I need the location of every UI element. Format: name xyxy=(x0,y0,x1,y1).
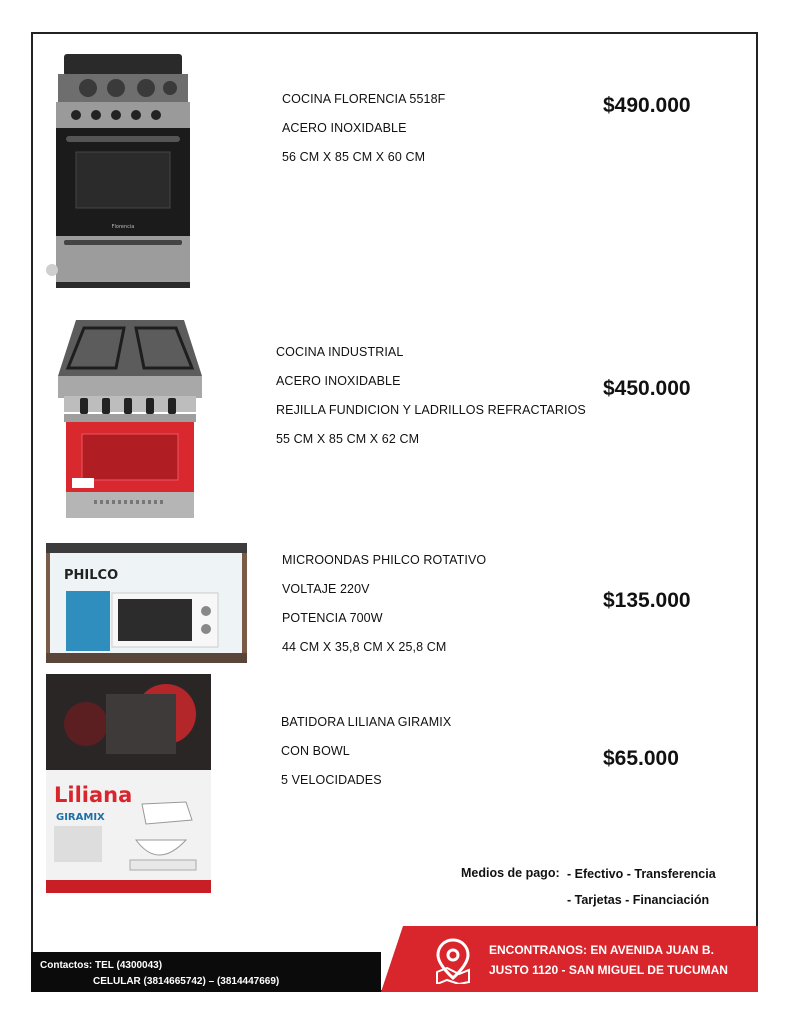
product-2-name: COCINA INDUSTRIAL xyxy=(276,345,404,359)
product-3-price: $135.000 xyxy=(603,589,691,612)
gas-stove-icon xyxy=(46,48,198,296)
product-4-price: $65.000 xyxy=(603,747,679,770)
product-1-name: COCINA FLORENCIA 5518F xyxy=(282,92,446,106)
mixer-model-label: GIRAMIX xyxy=(56,812,105,823)
address-line-1: ENCONTRANOS: EN AVENIDA JUAN B. xyxy=(489,943,714,957)
contacts-phone: Contactos: TEL (4300043) xyxy=(40,960,163,971)
product-2-price: $450.000 xyxy=(603,377,691,400)
product-3-voltage: VOLTAJE 220V xyxy=(282,582,370,596)
product-2-dimensions: 55 CM X 85 CM X 62 CM xyxy=(276,432,420,446)
product-1-material: ACERO INOXIDABLE xyxy=(282,121,407,135)
product-2-material: ACERO INOXIDABLE xyxy=(276,374,401,388)
product-3-name: MICROONDAS PHILCO ROTATIVO xyxy=(282,553,487,567)
product-1-dimensions: 56 CM X 85 CM X 60 CM xyxy=(282,150,426,164)
mixer-box-icon xyxy=(46,674,211,893)
product-4-name: BATIDORA LILIANA GIRAMIX xyxy=(281,715,452,729)
product-1-specs xyxy=(282,85,445,172)
product-4-speeds: 5 VELOCIDADES xyxy=(281,773,382,787)
product-3-power: POTENCIA 700W xyxy=(282,611,383,625)
product-4-bowl: CON BOWL xyxy=(281,744,350,758)
map-pin-icon xyxy=(433,938,473,984)
product-4-specs xyxy=(281,708,451,795)
footer-contacts xyxy=(31,952,381,992)
product-1-price: $490.000 xyxy=(603,94,691,117)
footer-address xyxy=(381,926,758,992)
microwave-box-icon xyxy=(46,543,247,663)
address-line-2: JUSTO 1120 - SAN MIGUEL DE TUCUMAN xyxy=(489,963,728,977)
industrial-stove-icon xyxy=(54,318,206,522)
address-text xyxy=(489,940,728,980)
stove-brand-label: Florencia xyxy=(111,224,135,230)
payment-line-1: - Efectivo - Transferencia xyxy=(567,867,716,881)
mixer-brand-label: Liliana xyxy=(54,783,133,807)
contacts-mobile: CELULAR (3814665742) – (3814447669) xyxy=(93,976,280,987)
product-2-specs xyxy=(276,338,586,454)
microwave-brand-label: PHILCO xyxy=(64,568,119,583)
payment-line-2: - Tarjetas - Financiación xyxy=(567,893,710,907)
product-3-specs xyxy=(282,546,486,662)
product-2-grill: REJILLA FUNDICION Y LADRILLOS REFRACTARIOS xyxy=(276,403,586,417)
payment-label: Medios de pago: xyxy=(461,866,560,880)
product-3-dimensions: 44 CM X 35,8 CM X 25,8 CM xyxy=(282,640,447,654)
